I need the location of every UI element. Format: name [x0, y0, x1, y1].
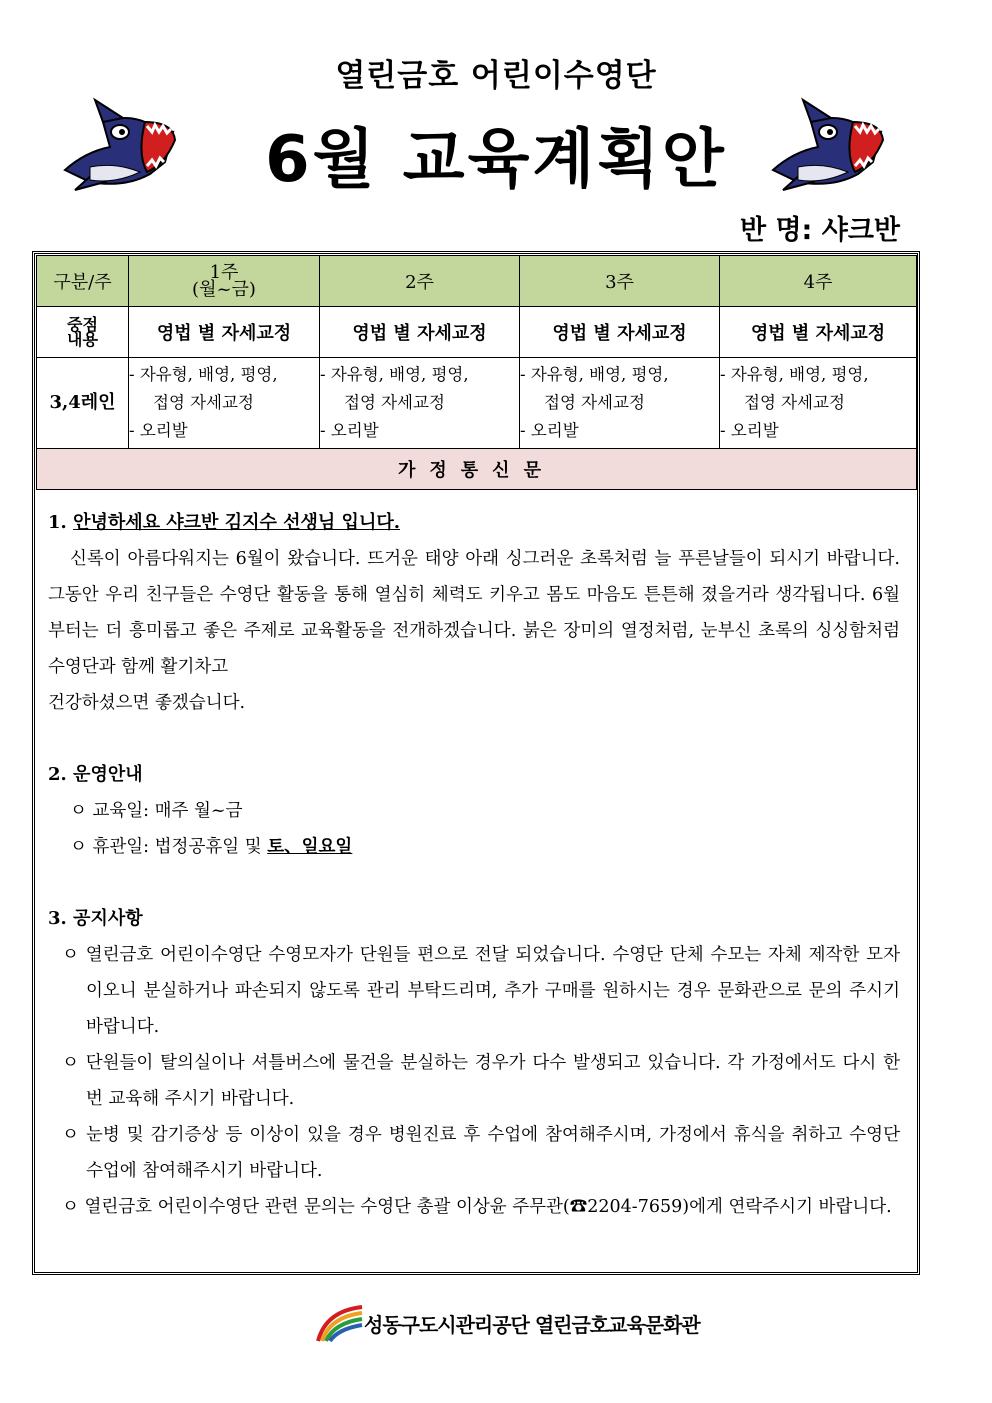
page-subtitle: 열린금호 어린이수영단 — [335, 58, 657, 94]
page-title: 6월 교육계획안 — [265, 123, 727, 197]
focus-label-line2: 내용 — [67, 330, 98, 349]
lane-cell-line: 접영 자세교정 — [153, 393, 254, 412]
section1-body-end: 건강하셨으면 좋겠습니다. — [48, 693, 246, 713]
section1-title: 안녕하세요 샤크반 김지수 선생님 입니다. — [73, 512, 400, 533]
lane-cell-line: 접영 자세교정 — [544, 393, 645, 412]
lane-cell-line: 접영 자세교정 — [344, 393, 445, 412]
footer-logo — [316, 1300, 700, 1346]
lane-cell-week4 — [720, 358, 917, 449]
header-week4: 4주 — [720, 256, 917, 307]
class-name-label: 반 명: 샤크반 — [739, 215, 900, 246]
lane-cell-week1 — [129, 358, 320, 449]
header-week1-days: (월~금) — [192, 279, 256, 300]
focus-row — [37, 307, 917, 358]
section2-item-closed-days — [48, 829, 900, 865]
rainbow-logo-icon — [316, 1303, 364, 1343]
section1-body: 신록이 아름다워지는 6월이 왔습니다. 뜨거운 태양 아래 싱그러운 초록처럼 늘 푸른날들이 되시기 바랍니다. 그동안 우리 친구들은 수영단 활동을 통해 열심히 체력도 키우고 몸도 마음도 튼튼해 졌을거라 생각됩니다. 6월부터는 더 흥미롭고 좋은 주제로 교육활동을 전개하겠습니다. 붉은 장미의 열정처럼, 눈부신 초록의 싱싱함처럼 수영단과 함께 활기차고 — [48, 549, 900, 677]
lane-label: 3,4레인 — [37, 358, 129, 449]
lane-cell-week2 — [320, 358, 520, 449]
notice-header-row — [37, 449, 917, 490]
lane-cell-line: - 자유형, 배영, 평영, — [720, 365, 869, 384]
header-week2: 2주 — [320, 256, 520, 307]
notice-item: ㅇ 눈병 및 감기증상 등 이상이 있을 경우 병원진료 후 수업에 참여해주시며, 가정에서 휴식을 취하고 수영단 수업에 참여해주시기 바랍니다. — [62, 1125, 900, 1181]
lane-cell-line: - 자유형, 배영, 평영, — [520, 365, 669, 384]
focus-cell-week3: 영법 별 자세교정 — [520, 307, 720, 358]
shark-mascot-right — [763, 92, 893, 192]
lane-cell-line: - 자유형, 배영, 평영, — [129, 365, 278, 384]
lane-cell-week3 — [520, 358, 720, 449]
table-header-row — [37, 256, 917, 307]
notice-item: ㅇ 단원들이 탈의실이나 셔틀버스에 물건을 분실하는 경우가 다수 발생되고 있습니다. 각 가정에서도 다시 한번 교육해 주시기 바랍니다. — [62, 1053, 900, 1109]
header-week1-label: 1주 — [209, 262, 239, 283]
focus-cell-week1: 영법 별 자세교정 — [129, 307, 320, 358]
lane-cell-line: - 오리발 — [520, 421, 579, 440]
lane-cell-line: - 자유형, 배영, 평영, — [320, 365, 469, 384]
lane-cell-line: - 오리발 — [720, 421, 779, 440]
section2-heading: 2. 운영안내 — [48, 764, 143, 785]
notice-title: 가정통신문 — [37, 449, 917, 490]
section2-item-education-days: ㅇ 교육일: 매주 월~금 — [70, 801, 243, 821]
footer-org-name: 성동구도시관리공단 열린금호교육문화관 — [364, 1312, 700, 1337]
focus-cell-week2: 영법 별 자세교정 — [320, 307, 520, 358]
header-week3: 3주 — [520, 256, 720, 307]
lane-cell-line: - 오리발 — [129, 421, 188, 440]
notice-item: ㅇ 열린금호 어린이수영단 수영모자가 단원들 편으로 전달 되었습니다. 수영단 단체 수모는 자체 제작한 모자이오니 분실하거나 파손되지 않도록 관리 부탁드리며, 추가 구매를 원하시는 경우 문화관으로 문의 주시기 바랍니다. — [62, 945, 900, 1037]
closed-days-emphasis: 토、일요일 — [267, 837, 353, 857]
closed-days-text: ㅇ 휴관일: 법정공휴일 및 — [70, 837, 268, 857]
focus-label — [37, 307, 129, 358]
lane-cell-line: - 오리발 — [320, 421, 379, 440]
lane-cell-line: 접영 자세교정 — [744, 393, 845, 412]
section3-heading: 3. 공지사항 — [48, 908, 143, 929]
section1-number: 1. — [48, 512, 74, 533]
section1-heading — [48, 505, 900, 541]
lane-row — [37, 358, 917, 449]
family-letter — [48, 505, 900, 1225]
focus-label-line1: 중점 — [67, 315, 98, 334]
header-category: 구분/주 — [37, 256, 129, 307]
header-week1 — [129, 256, 320, 307]
focus-cell-week4: 영법 별 자세교정 — [720, 307, 917, 358]
education-plan-table — [36, 255, 917, 490]
notice-item: ㅇ 열린금호 어린이수영단 관련 문의는 수영단 총괄 이상윤 주무관(☎2204-7659)에게 연락주시기 바랍니다. — [62, 1197, 892, 1217]
